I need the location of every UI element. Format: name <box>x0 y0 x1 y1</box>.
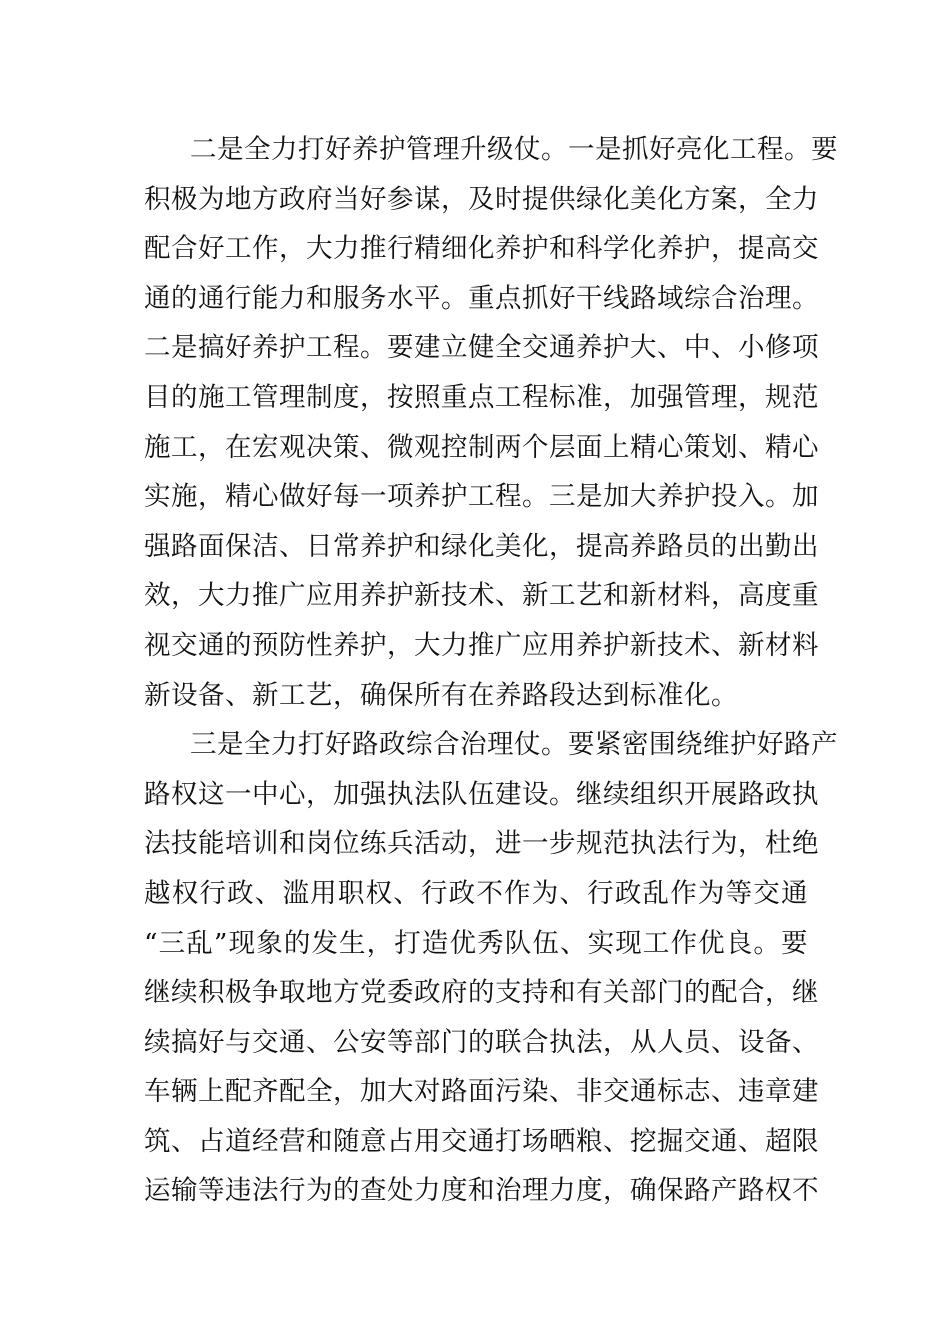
paragraph-1-line-2: 积极为地方政府当好参谋，及时提供绿化美化方案，全力 <box>144 183 819 215</box>
paragraph-1-line-5: 二是搞好养护工程。要建立健全交通养护大、中、小修项 <box>144 332 819 364</box>
paragraph-1-line-3: 配合好工作，大力推行精细化养护和科学化养护，提高交 <box>144 233 819 265</box>
paragraph-2-line-9: 筑、占道经营和随意占用交通打场晒粮、挖掘交通、超限 <box>144 1125 819 1157</box>
paragraph-2-line-4: 越权行政、滥用职权、行政不作为、行政乱作为等交通 <box>144 877 808 909</box>
paragraph-1-line-10: 效，大力推广应用养护新技术、新工艺和新材料，高度重 <box>144 580 819 612</box>
paragraph-2-line-10: 运输等违法行为的查处力度和治理力度，确保路产路权不 <box>144 1175 819 1207</box>
paragraph-1-line-6: 目的施工管理制度，按照重点工程标准，加强管理，规范 <box>144 381 819 413</box>
paragraph-2-line-6: 继续积极争取地方党委政府的支持和有关部门的配合，继 <box>144 977 819 1009</box>
paragraph-1-line-8: 实施，精心做好每一项养护工程。三是加大养护投入。加 <box>144 481 819 513</box>
paragraph-2-line-3: 法技能培训和岗位练兵活动，进一步规范执法行为，杜绝 <box>144 828 819 860</box>
paragraph-1-line-9: 强路面保洁、日常养护和绿化美化，提高养路员的出勤出 <box>144 530 819 562</box>
paragraph-1-line-7: 施工，在宏观决策、微观控制两个层面上精心策划、精心 <box>144 431 819 463</box>
paragraph-2-line-8: 车辆上配齐配全，加大对路面污染、非交通标志、违章建 <box>144 1076 819 1108</box>
paragraph-2-line-2: 路权这一中心，加强执法队伍建设。继续组织开展路政执 <box>144 778 819 810</box>
paragraph-1-line-4: 通的通行能力和服务水平。重点抓好干线路域综合治理。 <box>144 282 819 314</box>
paragraph-2-line-5: “三乱”现象的发生，打造优秀队伍、实现工作优良。要 <box>144 927 808 959</box>
paragraph-1-line-11: 视交通的预防性养护，大力推广应用养护新技术、新材料 <box>144 629 819 661</box>
document-body <box>144 125 838 1216</box>
paragraph-1-line-1: 二是全力打好养护管理升级仗。一是抓好亮化工程。要 <box>190 134 838 165</box>
paragraph-1-line-12: 新设备、新工艺，确保所有在养路段达到标准化。 <box>144 679 738 711</box>
paragraph-2-line-7: 续搞好与交通、公安等部门的联合执法，从人员、设备、 <box>144 1026 819 1058</box>
paragraph-2-line-1: 三是全力打好路政综合治理仗。要紧密围绕维护好路产 <box>190 729 838 761</box>
